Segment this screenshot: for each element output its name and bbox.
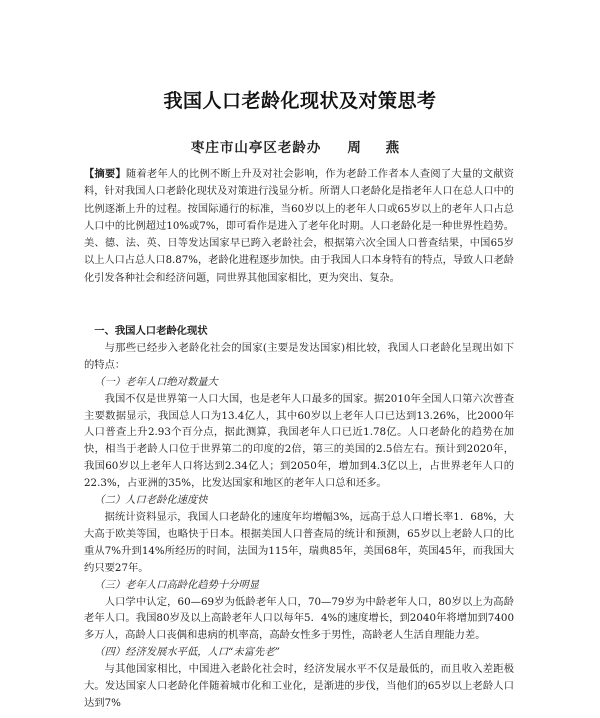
article-body (84, 323, 514, 712)
body-paragraph: 与其他国家相比，中国进入老龄化社会时，经济发展水平不仅是最低的，而且收入差距极大。发达国家人口老龄化伴随着城市化和工业化，是渐进的步伐，当他们的65岁以上老龄人口达到7% (84, 663, 514, 709)
subsection-heading: （四）经济发展水平低，人口“未富先老” (94, 646, 280, 659)
body-paragraph: 人口学中认定，60—69岁为低龄老年人口，70—79岁为中龄老年人口，80岁以上为高龄老年人口。我国80岁及以上高龄老年人口以每年5．4%的速度增长，到2040年将增加到7400多万人，高龄人口丧偶和患病的机率高，高龄女性多于男性，高龄老人生活自理能力差。 (84, 595, 514, 642)
abstract-label: 【摘要】 (84, 168, 126, 180)
section-heading: 一、我国人口老龄化现状 (94, 325, 208, 337)
intro-paragraph: 与那些已经步入老龄化社会的国家(主要是发达国家)相比较，我国人口老龄化呈现出如下的特点： (84, 341, 514, 371)
body-paragraph: 我国不仅是世界第一人口大国，也是老年人口最多的国家。据2010年全国人口第六次普查主要数据显示，我国总人口为13.4亿人，其中60岁以上老年人口已达到13.26%，比2000年人口普查上升2.93个百分点，据此测算，我国老年人口已近1.78亿。人口老龄化的趋势在加快，相当于老龄人口位于世界第二的印度的2倍，第三的美国的2.5倍左右。预计到2020年，我国60岁以上老年人口将达到2.34亿人；到2050年，增加到4.3亿以上，占世界老年人口的22.3%，占亚洲的35%，比发达国家和地区的老年人口总和还多。 (84, 392, 514, 490)
subsection-heading: （二）人口老龄化速度快 (94, 494, 208, 507)
subsection-heading: （一）老年人口绝对数量大 (94, 375, 218, 388)
abstract-text: 随着老年人的比例不断上升及对社会影响，作为老龄工作者本人查阅了大量的文献资料，针对我国人口老龄化现状及对策进行浅显分析。所谓人口老龄化是指老年人口在总人口中的比例逐渐上升的过程。按国际通行的标准，当60岁以上的老年人口或65岁以上的老年人口占总人口中的比例超过10%或7%，即可看作是进入了老年化时期。人口老龄化是一种世界性趋势。美、德、法、英、日等发达国家早已跨入老龄社会，根据第六次全国人口普查结果，中国65岁以上人口占总人口8.87%，老龄化进程逐步加快。由于我国人口本身特有的特点，导致人口老龄化引发各种社会和经济问题，同世界其他国家相比，更为突出、复杂。 (84, 169, 514, 284)
abstract (84, 166, 514, 287)
body-paragraph: 据统计资料显示，我国人口老龄化的速度年均增幅3%，远高于总人口增长率1．68%，大大高于欧美等国，也略快于日本。根据美国人口普查局的统计和预测，65岁以上老龄人口的比重从7%升到14%所经历的时间，法国为115年，瑞典85年，美国68年，英国45年，而我国大约只要27年。 (84, 510, 514, 574)
author-affiliation: 枣庄市山亭区老龄办 (190, 140, 322, 156)
subsection-heading: （三）老年人口高龄化趋势十分明显 (94, 578, 260, 591)
author-name: 周 燕 (347, 140, 410, 156)
article-title: 我国人口老龄化现状及对策思考 (163, 90, 437, 112)
author-line (0, 136, 600, 156)
